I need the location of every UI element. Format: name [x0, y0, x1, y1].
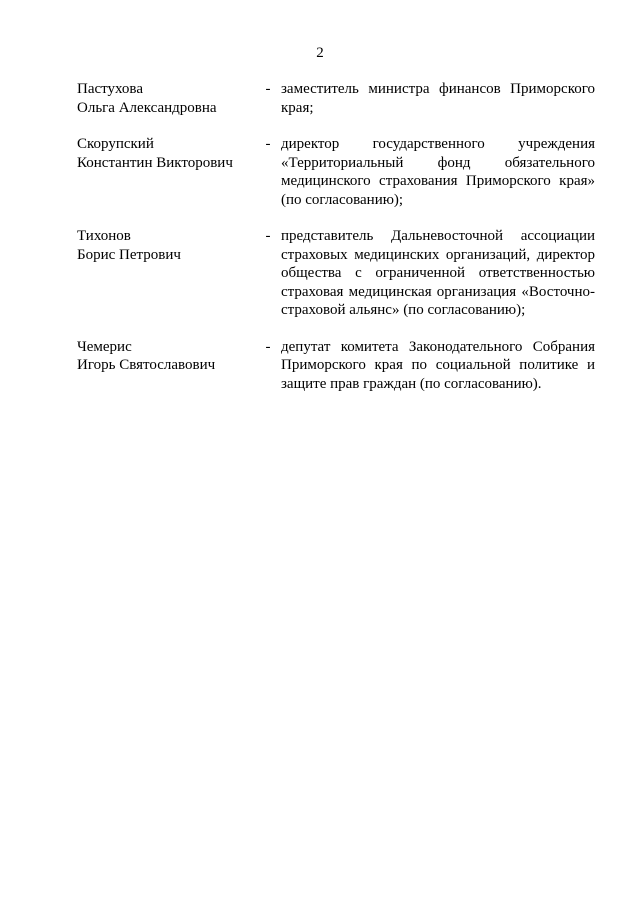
member-role: представитель Дальневосточной ассоциации страховых медицинских организаций, директор общества с ограниченной ответственностью страховая медицинская организация «Восточно-страховой альянс» (по согласованию); — [281, 228, 595, 318]
separator-dash: - — [265, 81, 271, 97]
separator-dash: - — [265, 228, 271, 244]
member-name — [77, 227, 255, 320]
member-entry — [77, 338, 595, 394]
member-entry — [77, 227, 595, 320]
page-number: 2 — [316, 45, 324, 61]
member-surname: Чемерис — [77, 338, 132, 355]
member-role: депутат комитета Законодательного Собрания Приморского края по социальной политике и защите прав граждан (по согласованию). — [281, 338, 595, 392]
member-surname: Пастухова — [77, 81, 143, 97]
member-role: директор государственного учреждения «Территориальный фонд обязательного медицинского страхования Приморского края» (по согласованию); — [281, 136, 595, 208]
member-name — [77, 338, 255, 394]
member-name — [77, 135, 255, 209]
member-entry — [77, 80, 595, 117]
member-list — [77, 80, 595, 393]
member-given-name: Игорь Святославович — [77, 357, 216, 373]
member-role: заместитель министра финансов Приморского края; — [281, 81, 595, 116]
member-surname: Скорупский — [77, 136, 154, 152]
separator-dash: - — [265, 338, 271, 355]
member-surname: Тихонов — [77, 228, 131, 244]
member-given-name: Константин Викторович — [77, 154, 233, 171]
member-name — [77, 80, 255, 117]
separator-dash: - — [265, 136, 271, 152]
member-entry — [77, 135, 595, 209]
member-given-name: Ольга Александровна — [77, 99, 217, 116]
member-given-name: Борис Петрович — [77, 246, 181, 263]
